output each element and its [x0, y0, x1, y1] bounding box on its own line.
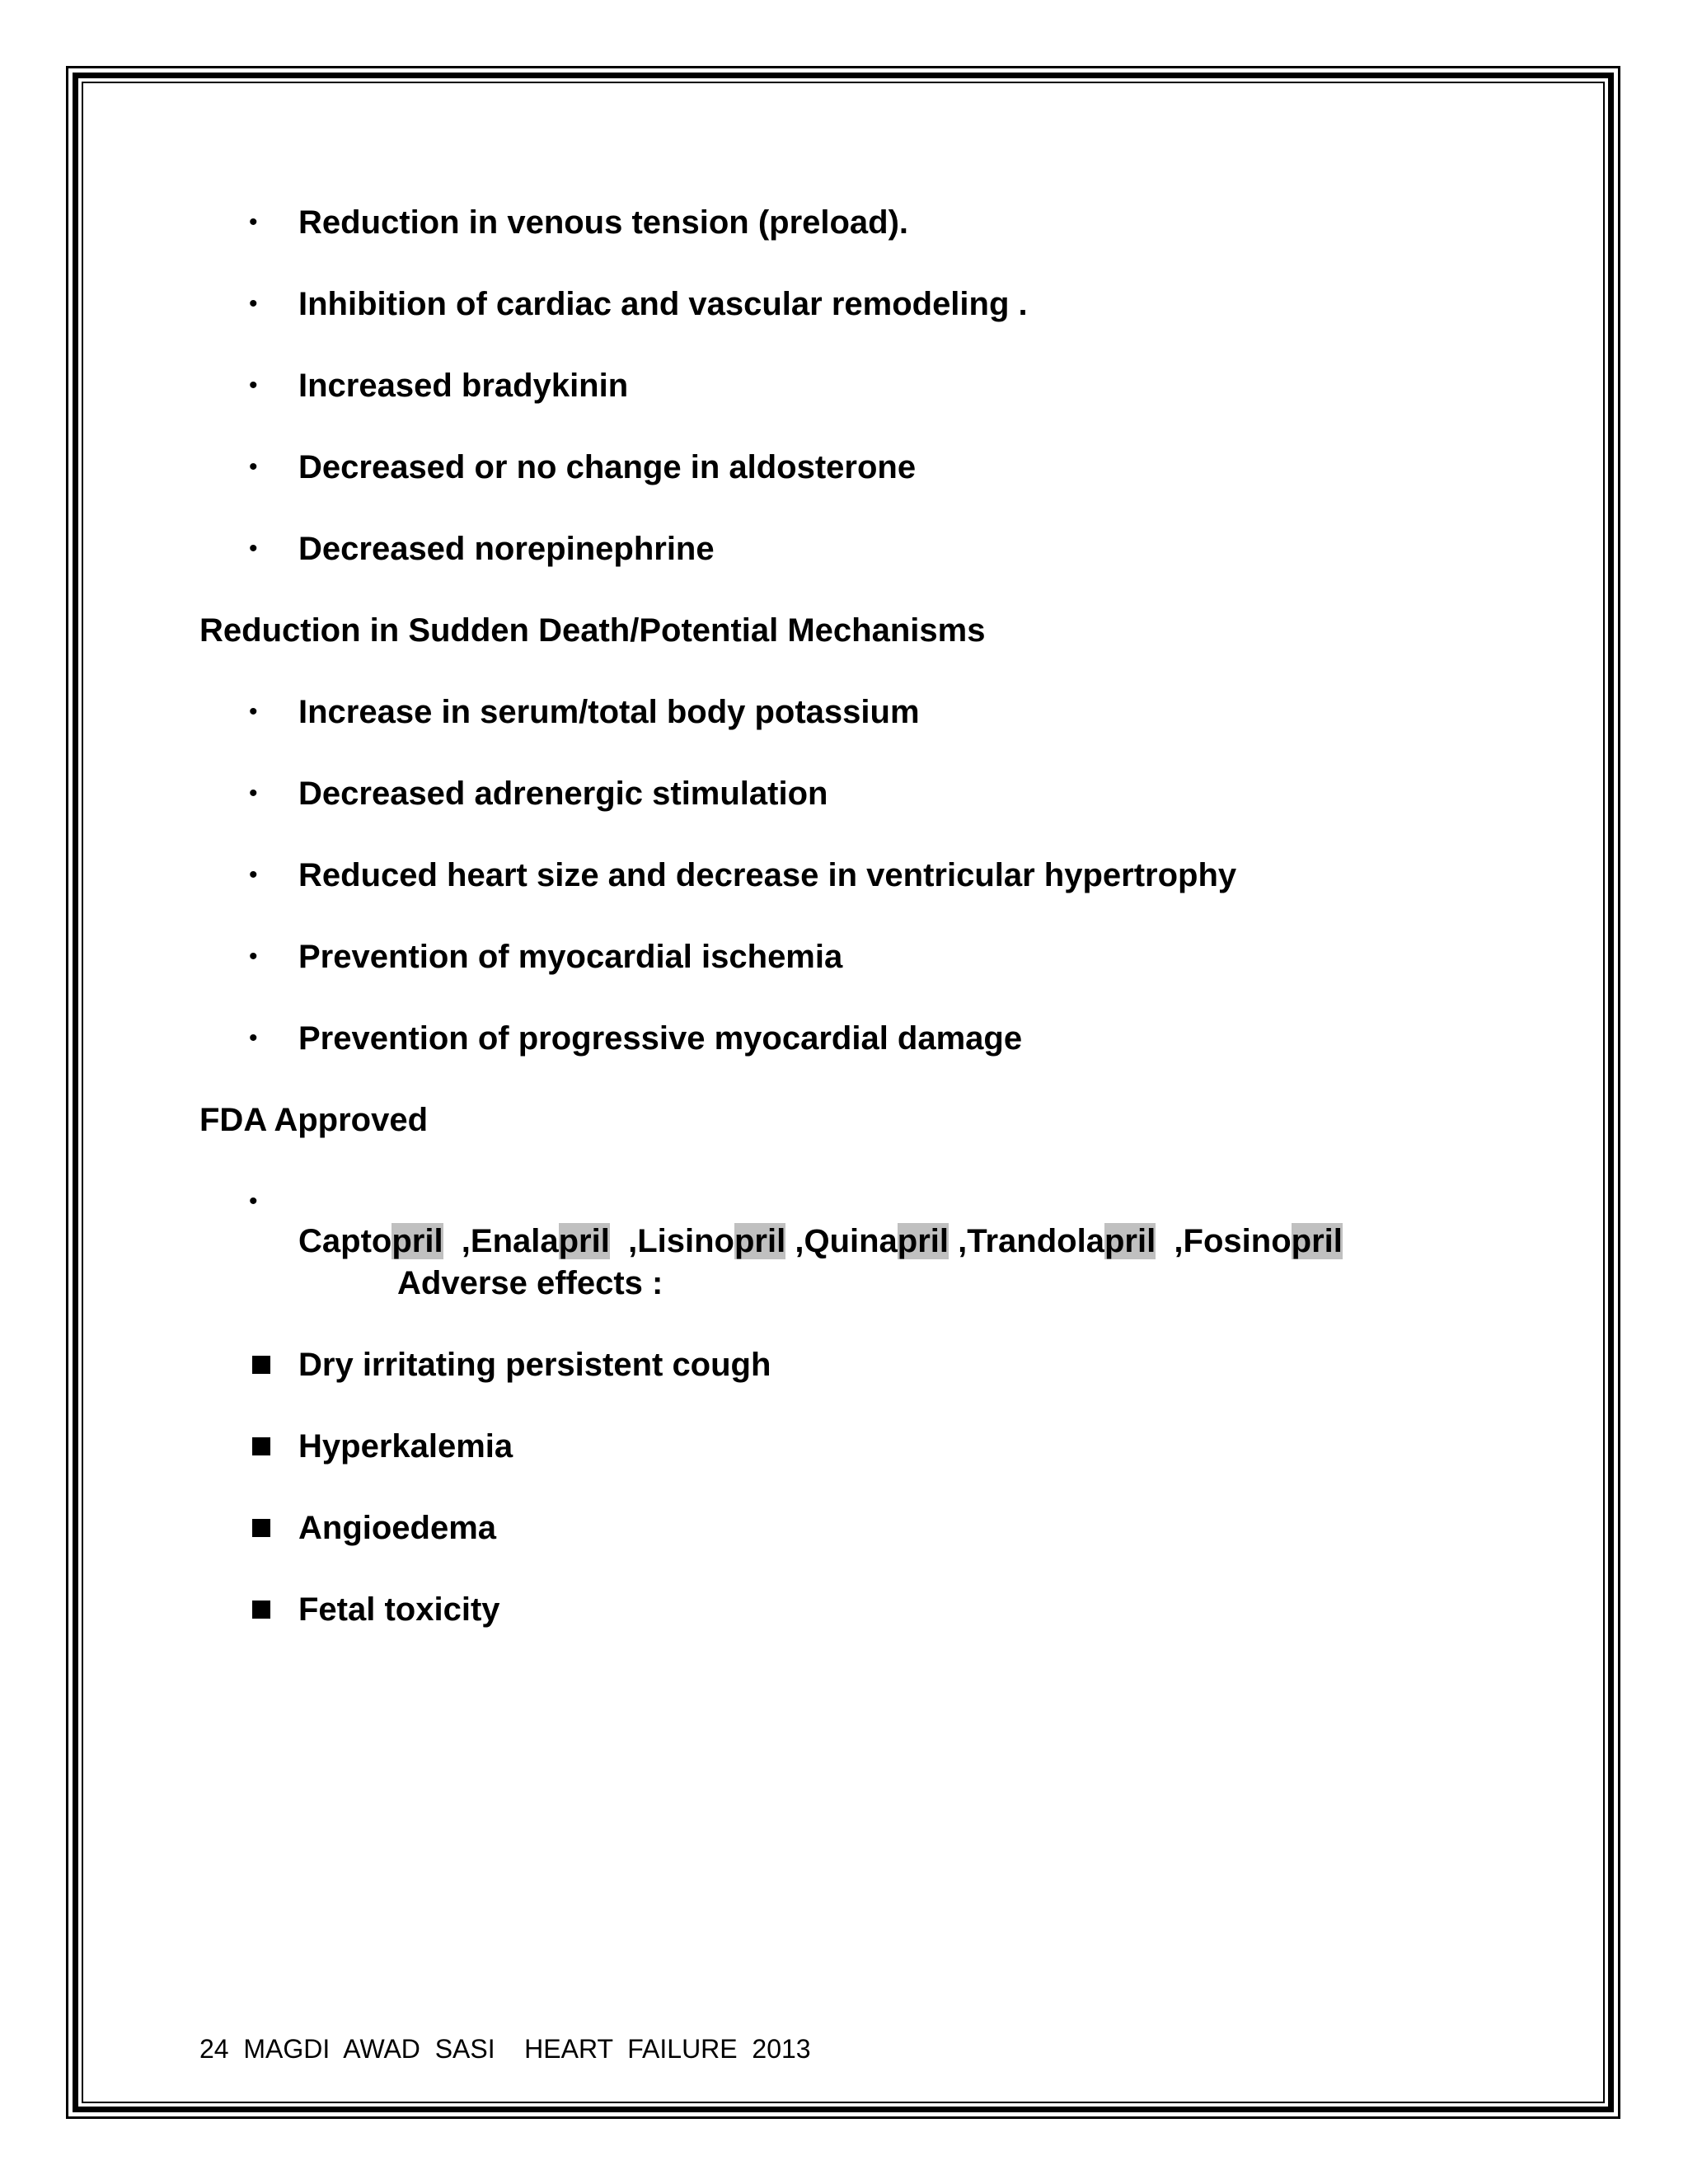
drug-list: [298, 1182, 1343, 1261]
list-item: Increase in serum/total body potassium: [298, 694, 920, 730]
section-heading-fda: FDA Approved: [199, 1102, 429, 1138]
list-item: Hyperkalemia: [298, 1428, 513, 1465]
drug-separator: ,: [785, 1223, 804, 1259]
drug-name-stem: Enala: [470, 1223, 559, 1259]
drug-suffix-highlight: pril: [558, 1223, 610, 1259]
bullet-icon: •: [249, 372, 258, 399]
drug-suffix-highlight: pril: [1104, 1223, 1156, 1259]
list-item: Decreased norepinephrine: [298, 531, 715, 567]
bullet-icon: •: [249, 1188, 258, 1215]
square-bullet-icon: [252, 1437, 270, 1455]
list-item: Dry irritating persistent cough: [298, 1347, 771, 1383]
list-item: Inhibition of cardiac and vascular remodeling .: [298, 286, 1028, 322]
list-item: Decreased adrenergic stimulation: [298, 776, 828, 812]
drug-suffix-highlight: pril: [1291, 1223, 1343, 1259]
bullet-icon: •: [249, 453, 258, 480]
bullet-icon: •: [249, 290, 258, 317]
adverse-effects-heading: Adverse effects :: [397, 1265, 663, 1301]
bullet-icon: •: [249, 943, 258, 970]
drug-separator: ,: [609, 1223, 638, 1259]
page-footer: 24 MAGDI AWAD SASI HEART FAILURE 2013: [199, 2034, 811, 2064]
drug-name-stem: Trandola: [967, 1223, 1104, 1259]
square-bullet-icon: [252, 1356, 270, 1374]
drug-name-stem: Quina: [804, 1223, 898, 1259]
bullet-icon: •: [249, 780, 258, 807]
section-heading-sudden-death: Reduction in Sudden Death/Potential Mechanisms: [199, 612, 986, 649]
list-item: Decreased or no change in aldosterone: [298, 449, 917, 485]
drug-suffix-highlight: pril: [734, 1223, 786, 1259]
square-bullet-icon: [252, 1601, 270, 1619]
list-item: Prevention of myocardial ischemia: [298, 939, 843, 975]
bullet-icon: •: [249, 535, 258, 562]
drug-suffix-highlight: pril: [392, 1223, 443, 1259]
drug-separator: ,: [443, 1223, 471, 1259]
list-item: Reduction in venous tension (preload).: [298, 204, 909, 241]
list-item: Prevention of progressive myocardial damage: [298, 1020, 1023, 1057]
list-item: Increased bradykinin: [298, 368, 629, 404]
square-bullet-icon: [252, 1519, 270, 1537]
list-item: Angioedema: [298, 1510, 497, 1546]
drug-separator: ,: [1156, 1223, 1184, 1259]
bullet-icon: •: [249, 861, 258, 888]
drug-separator: ,: [949, 1223, 968, 1259]
bullet-icon: •: [249, 209, 258, 236]
drug-name-stem: Fosino: [1183, 1223, 1292, 1259]
list-item: Reduced heart size and decrease in ventricular hypertrophy: [298, 857, 1237, 893]
list-item: Fetal toxicity: [298, 1591, 500, 1628]
bullet-icon: •: [249, 698, 258, 725]
bullet-icon: •: [249, 1024, 258, 1052]
drug-name-stem: Capto: [298, 1223, 392, 1259]
drug-suffix-highlight: pril: [897, 1223, 950, 1259]
drug-name-stem: Lisino: [637, 1223, 734, 1259]
